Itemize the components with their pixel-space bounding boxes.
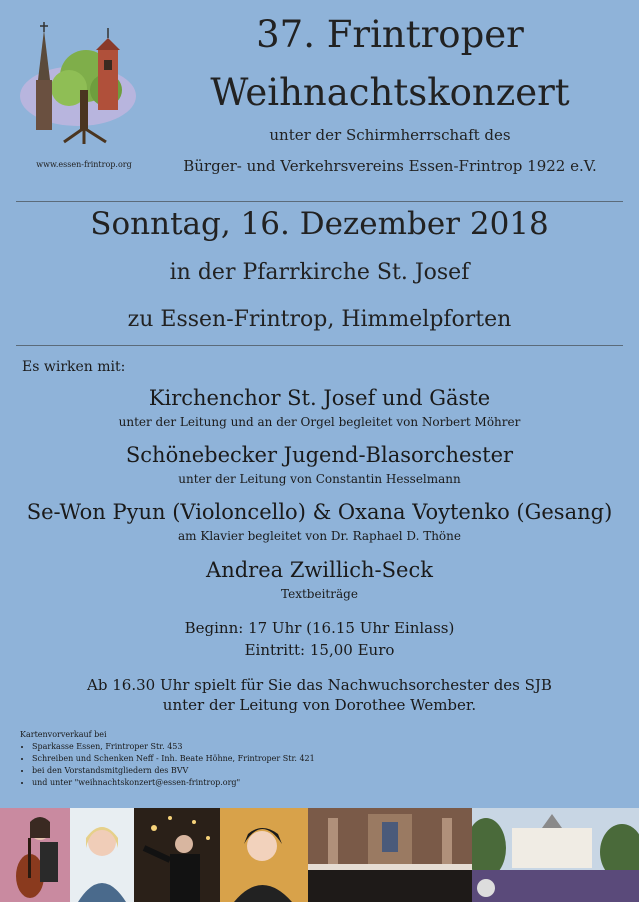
performers-intro: Es wirken mit: <box>22 359 126 375</box>
church-tree-logo-icon <box>14 20 142 150</box>
list-item: • Sparkasse Essen, Frintroper Str. 453 <box>32 741 315 753</box>
title-line-2: Weihnachtskonzert <box>210 71 570 114</box>
venue-line-1: in der Pfarrkirche St. Josef <box>169 260 470 285</box>
performer-detail: unter der Leitung von Constantin Hesselmann <box>178 472 461 486</box>
patron-line-1: unter der Schirmherrschaft des <box>269 126 511 144</box>
performer-detail: unter der Leitung und an der Orgel begleitet von Norbert Möhrer <box>118 415 521 429</box>
speaker-photo <box>70 808 134 902</box>
title-line-1: 37. Frintroper <box>256 13 524 56</box>
orchestra-photo <box>472 808 639 902</box>
photo-strip <box>0 808 639 902</box>
presale-info <box>20 729 315 789</box>
patron-line-2: Bürger- und Verkehrsvereins Essen-Frintrop 1922 e.V. <box>183 157 597 175</box>
singer-photo <box>220 808 308 902</box>
divider <box>16 201 623 202</box>
youth-orchestra-line-2: unter der Leitung von Dorothee Wember. <box>162 696 477 714</box>
divider <box>16 345 623 346</box>
performer-name: Schönebecker Jugend-Blasorchester <box>125 443 514 467</box>
performer-detail: Textbeiträge <box>281 587 358 601</box>
list-item: • Schreiben und Schenken Neff - Inh. Beate Höhne, Frintroper Str. 421 <box>32 753 315 765</box>
performer-name: Andrea Zwillich-Seck <box>206 558 433 582</box>
list-item: • bei den Vorstandsmitgliedern des BVV <box>32 765 315 777</box>
event-date: Sonntag, 16. Dezember 2018 <box>90 206 549 242</box>
youth-orchestra-line-1: Ab 16.30 Uhr spielt für Sie das Nachwuchsorchester des SJB <box>87 676 552 694</box>
logo-url: www.essen-frintrop.org <box>36 160 132 169</box>
cellist-photo <box>0 808 70 902</box>
performer-name: Se-Won Pyun (Violoncello) & Oxana Voytenko (Gesang) <box>26 500 613 524</box>
presale-list <box>20 741 315 789</box>
conductor-photo <box>134 808 220 902</box>
list-item: • und unter "weihnachtskonzert@essen-frintrop.org" <box>32 777 315 789</box>
admission-price: Eintritt: 15,00 Euro <box>244 641 395 659</box>
presale-heading: Kartenvorverkauf bei <box>20 730 107 739</box>
performer-name: Kirchenchor St. Josef und Gäste <box>148 386 491 410</box>
venue-line-2: zu Essen-Frintrop, Himmelpforten <box>127 307 512 332</box>
choir-photo <box>308 808 472 902</box>
performer-detail: am Klavier begleitet von Dr. Raphael D. Thöne <box>178 529 461 543</box>
start-time: Beginn: 17 Uhr (16.15 Uhr Einlass) <box>184 619 455 637</box>
